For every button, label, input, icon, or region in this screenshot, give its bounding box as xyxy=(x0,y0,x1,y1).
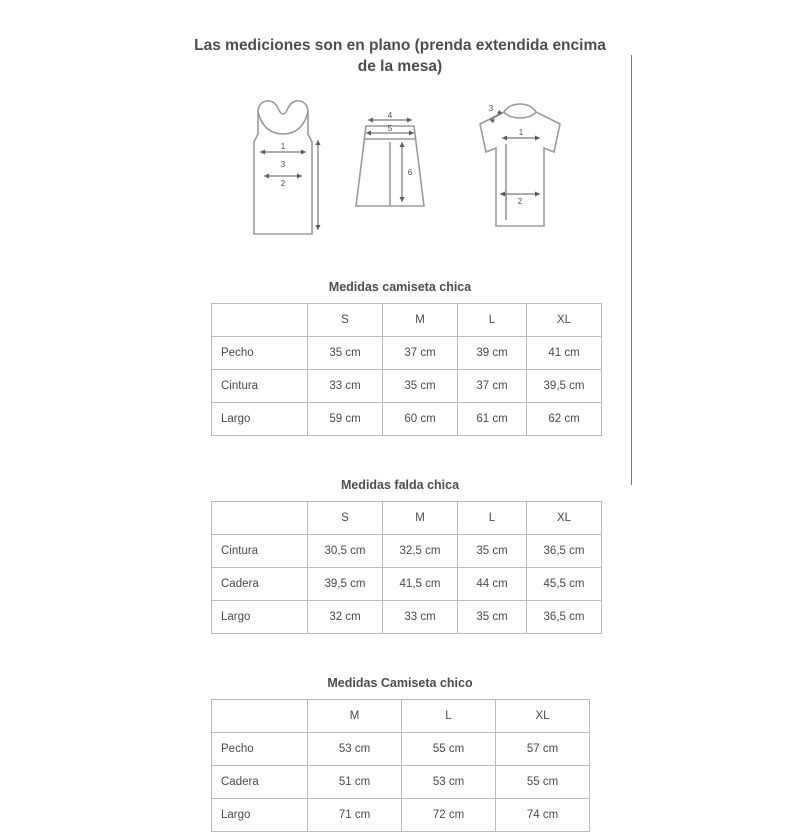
table-row xyxy=(212,369,602,402)
table-cell: 33 cm xyxy=(308,369,383,402)
skirt-diagram xyxy=(340,94,440,249)
table-row xyxy=(212,534,602,567)
table-cell: 53 cm xyxy=(308,732,402,765)
table-cell: 51 cm xyxy=(308,765,402,798)
svg-text:2: 2 xyxy=(280,178,286,188)
table-cell: 41,5 cm xyxy=(383,567,458,600)
column-header: L xyxy=(458,501,527,534)
table-cell: 36,5 cm xyxy=(527,600,602,633)
row-label: Pecho xyxy=(212,336,308,369)
table-cell: 37 cm xyxy=(383,336,458,369)
column-header xyxy=(212,303,308,336)
table-cell: 45,5 cm xyxy=(527,567,602,600)
table-cell: 32,5 cm xyxy=(383,534,458,567)
table-cell: 41 cm xyxy=(527,336,602,369)
table-cell: 35 cm xyxy=(308,336,383,369)
measurements-table xyxy=(211,699,590,832)
svg-text:4: 4 xyxy=(387,110,393,120)
column-header: XL xyxy=(527,501,602,534)
page-title: Las mediciones son en plano (prenda extendida encima de la mesa) xyxy=(194,37,606,75)
table-cell: 35 cm xyxy=(458,600,527,633)
svg-text:1: 1 xyxy=(280,141,286,151)
tank-top-diagram xyxy=(228,94,338,249)
table-cell: 32 cm xyxy=(308,600,383,633)
table-cell: 57 cm xyxy=(496,732,590,765)
column-header: S xyxy=(308,303,383,336)
table-cell: 71 cm xyxy=(308,798,402,831)
t-shirt-diagram xyxy=(460,94,580,249)
row-label: Pecho xyxy=(212,732,308,765)
row-label: Cadera xyxy=(212,567,308,600)
table-cell: 55 cm xyxy=(402,732,496,765)
size-table-falda-chica xyxy=(211,478,589,634)
table-cell: 72 cm xyxy=(402,798,496,831)
svg-text:3: 3 xyxy=(280,159,286,169)
table-row xyxy=(212,765,590,798)
row-label: Cintura xyxy=(212,369,308,402)
table-row xyxy=(212,600,602,633)
row-label: Largo xyxy=(212,600,308,633)
table-cell: 39,5 cm xyxy=(527,369,602,402)
svg-text:6: 6 xyxy=(407,167,413,177)
table-header-row xyxy=(212,501,602,534)
table-caption: Medidas Camiseta chico xyxy=(327,675,473,690)
column-header: XL xyxy=(496,699,590,732)
table-cell: 39 cm xyxy=(458,336,527,369)
table-row xyxy=(212,402,602,435)
svg-text:5: 5 xyxy=(387,123,393,133)
table-cell: 62 cm xyxy=(527,402,602,435)
column-header: XL xyxy=(527,303,602,336)
size-table-camiseta-chica xyxy=(211,280,589,436)
table-cell: 39,5 cm xyxy=(308,567,383,600)
table-row xyxy=(212,798,590,831)
row-label: Cintura xyxy=(212,534,308,567)
table-cell: 30,5 cm xyxy=(308,534,383,567)
table-cell: 61 cm xyxy=(458,402,527,435)
row-label: Largo xyxy=(212,798,308,831)
row-label: Largo xyxy=(212,402,308,435)
column-header xyxy=(212,699,308,732)
svg-text:2: 2 xyxy=(517,196,523,206)
size-table-camiseta-chico xyxy=(211,676,589,832)
garment-diagrams xyxy=(0,94,800,254)
table-caption: Medidas falda chica xyxy=(340,477,460,492)
table-cell: 74 cm xyxy=(496,798,590,831)
table-header-row xyxy=(212,303,602,336)
table-cell: 60 cm xyxy=(383,402,458,435)
column-header: M xyxy=(308,699,402,732)
measurements-table xyxy=(211,501,602,634)
table-cell: 35 cm xyxy=(458,534,527,567)
column-header: M xyxy=(383,303,458,336)
column-header xyxy=(212,501,308,534)
table-cell: 55 cm xyxy=(496,765,590,798)
table-cell: 35 cm xyxy=(383,369,458,402)
table-header-row xyxy=(212,699,590,732)
svg-text:3: 3 xyxy=(488,103,494,113)
measurements-table xyxy=(211,303,602,436)
table-cell: 33 cm xyxy=(383,600,458,633)
column-header: L xyxy=(458,303,527,336)
table-cell: 53 cm xyxy=(402,765,496,798)
svg-text:1: 1 xyxy=(518,127,524,137)
column-header: M xyxy=(383,501,458,534)
table-cell: 36,5 cm xyxy=(527,534,602,567)
table-cell: 44 cm xyxy=(458,567,527,600)
column-header: L xyxy=(402,699,496,732)
table-cell: 59 cm xyxy=(308,402,383,435)
column-header: S xyxy=(308,501,383,534)
table-caption: Medidas camiseta chica xyxy=(328,279,472,294)
table-row xyxy=(212,336,602,369)
row-label: Cadera xyxy=(212,765,308,798)
table-cell: 37 cm xyxy=(458,369,527,402)
table-row xyxy=(212,732,590,765)
table-row xyxy=(212,567,602,600)
